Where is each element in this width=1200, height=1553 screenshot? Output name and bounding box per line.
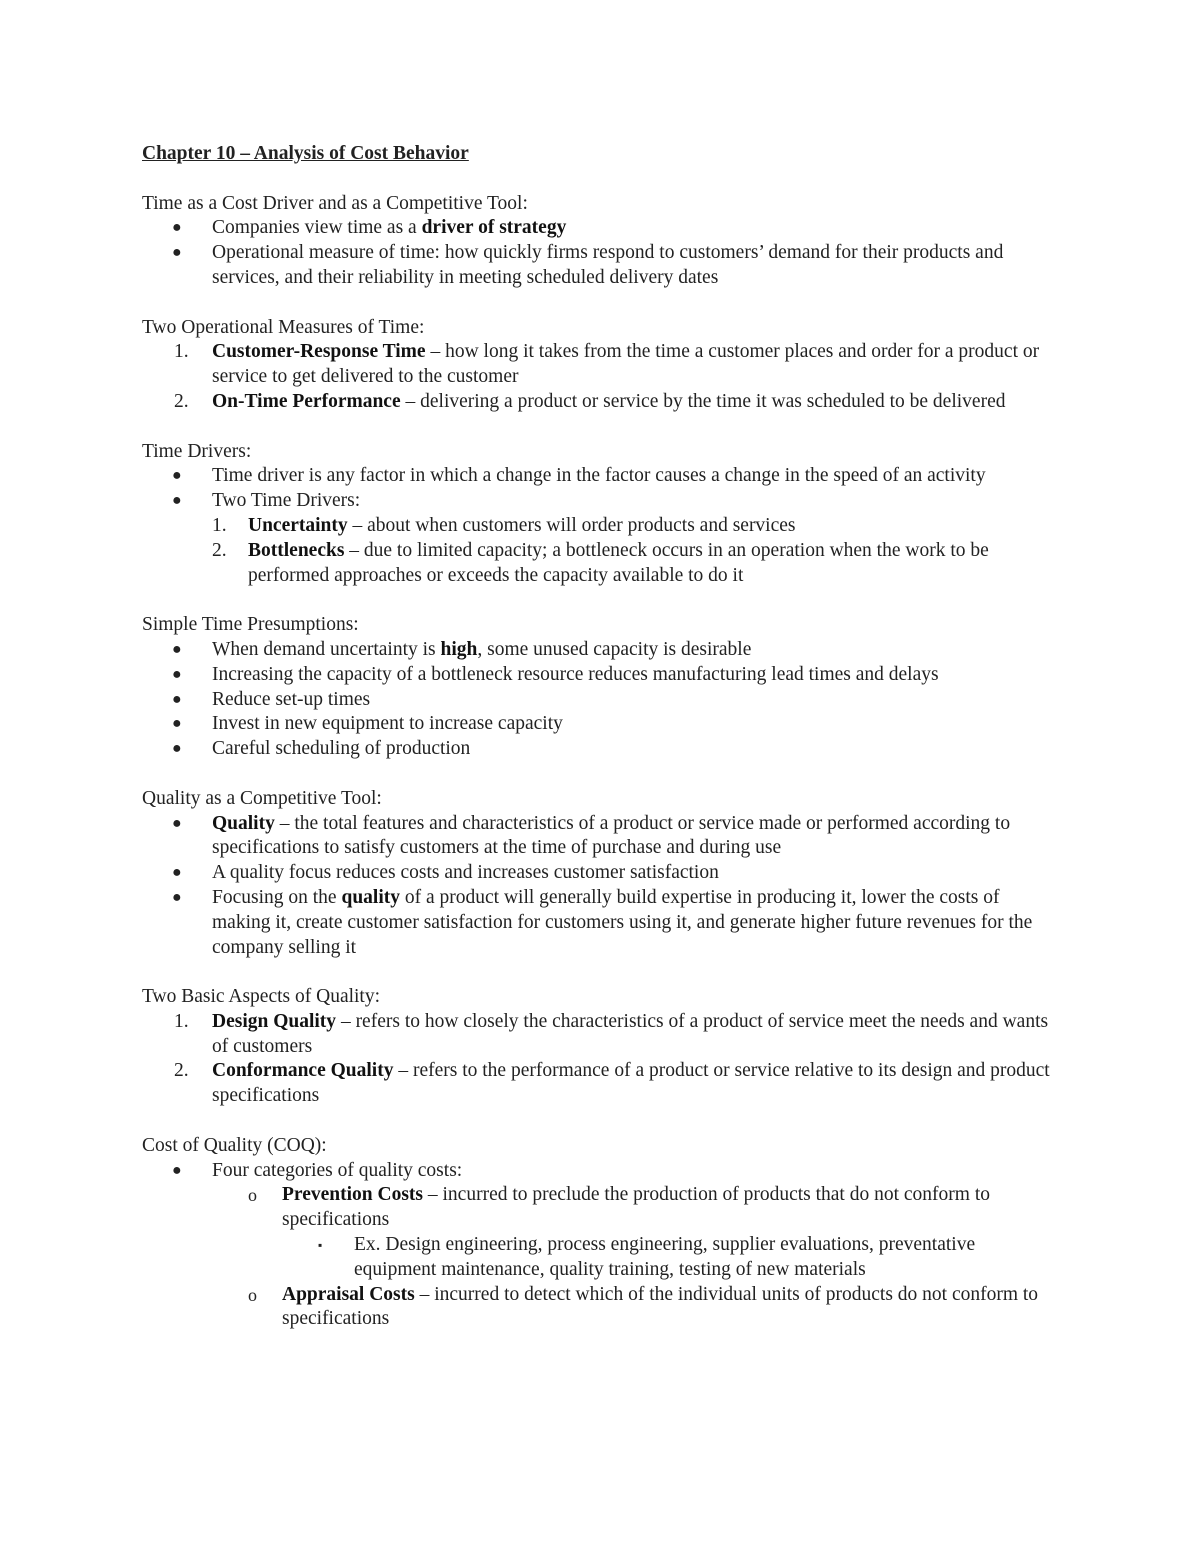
list-item: ● Careful scheduling of production [142, 737, 1062, 762]
list-item: 2. Conformance Quality – refers to the performance of a product or service relative to its design and product specifications [174, 1060, 1050, 1107]
list-number: 1. [174, 1010, 189, 1032]
list-item: ● Reduce set-up times [142, 688, 1062, 713]
list-item: ● Quality – the total features and characteristics of a product or service made or performed according to specifications to satisfy customers at the time of purchase and during use [172, 812, 1011, 859]
list-number: 2. [174, 390, 189, 412]
section-heading: Cost of Quality (COQ): [142, 1134, 327, 1156]
list-number: 1. [212, 514, 227, 536]
bullet-icon: ● [172, 715, 182, 733]
bullet-list [142, 1159, 1062, 1184]
bullet-icon: ● [172, 1161, 182, 1179]
bullet-icon: ● [172, 888, 182, 906]
section-cost-of-quality [142, 1134, 1062, 1332]
list-item: 2. On-Time Performance – delivering a product or service by the time it was scheduled to be delivered [142, 390, 1062, 415]
list-item: ● Time driver is any factor in which a change in the factor causes a change in the speed of an activity [142, 464, 1062, 489]
section-heading: Two Basic Aspects of Quality: [142, 986, 381, 1008]
page-title: Chapter 10 – Analysis of Cost Behavior [142, 143, 469, 164]
section-operational-measures [142, 316, 1062, 415]
bullet-icon: ● [172, 690, 182, 708]
list-item: 1. Uncertainty – about when customers will order products and services [142, 514, 1062, 539]
list-item: ▪ Ex. Design engineering, process engineering, supplier evaluations, preventative equipment maintenance, quality training, testing of new materials [318, 1234, 976, 1280]
list-number: 2. [174, 1060, 189, 1082]
bullet-icon: ● [172, 244, 182, 262]
bullet-icon: ● [172, 665, 182, 683]
list-number: 1. [174, 341, 189, 363]
section-heading: Time as a Cost Driver and as a Competitive Tool: [142, 192, 528, 214]
list-item: o Appraisal Costs – incurred to detect which of the individual units of products do not conform to specifications [248, 1283, 1039, 1330]
bullet-icon: ● [172, 492, 182, 510]
sub-sub-bullet-list [142, 1233, 1062, 1283]
section-heading: Time Drivers: [142, 440, 252, 462]
numbered-list [142, 1010, 1062, 1109]
section-aspects-of-quality [142, 985, 1062, 1109]
list-item: ● Four categories of quality costs: [142, 1159, 1062, 1184]
section-time-cost-driver [142, 192, 1062, 291]
section-heading: Quality as a Competitive Tool: [142, 787, 382, 809]
document-page [142, 142, 1062, 1357]
bullet-icon: ● [172, 814, 182, 832]
list-item: 1. Design Quality – refers to how closely the characteristics of a product of service meet the needs and wants of customers [174, 1010, 1049, 1057]
list-item: ● Invest in new equipment to increase capacity [142, 712, 1062, 737]
section-heading: Two Operational Measures of Time: [142, 316, 425, 338]
sub-bullet-list [142, 1283, 1062, 1333]
section-quality-competitive [142, 787, 1062, 961]
list-item: ● A quality focus reduces costs and increases customer satisfaction [142, 861, 1062, 886]
bullet-icon: ● [172, 864, 182, 882]
circle-bullet-icon: o [248, 1185, 257, 1206]
list-item: ● Two Time Drivers: [142, 489, 1062, 514]
bullet-icon: ● [172, 640, 182, 658]
list-number: 2. [212, 539, 227, 561]
list-item: ● Companies view time as a driver of strategy [142, 216, 1062, 241]
bullet-list [142, 216, 1062, 290]
section-time-presumptions [142, 613, 1062, 762]
sub-bullet-list [142, 1183, 1062, 1233]
list-item: 2. Bottlenecks – due to limited capacity; a bottleneck occurs in an operation when the work to be performed approaches or exceeds the capacity available to do it [212, 539, 989, 586]
list-item: ● When demand uncertainty is high, some unused capacity is desirable [142, 638, 1062, 663]
bullet-icon: ● [172, 467, 182, 485]
list-item: ● Operational measure of time: how quickly firms respond to customers’ demand for their products and services, and their reliability in meeting scheduled delivery dates [172, 242, 1004, 288]
list-item: 1. Customer-Response Time – how long it takes from the time a customer places and order for a product or service to get delivered to the customer [174, 341, 1040, 388]
section-heading: Simple Time Presumptions: [142, 614, 359, 636]
bullet-icon: ● [172, 219, 182, 237]
nested-numbered-list [142, 514, 1062, 588]
bullet-list [142, 812, 1062, 961]
bullet-list [142, 638, 1062, 762]
list-item: ● Increasing the capacity of a bottleneck resource reduces manufacturing lead times and delays [142, 663, 1062, 688]
numbered-list [142, 340, 1062, 414]
list-item: o Prevention Costs – incurred to preclude the production of products that do not conform to specifications [248, 1184, 990, 1231]
list-item: ● Focusing on the quality of a product will generally build expertise in producing it, lower the costs of making it, create customer satisfaction for customers using it, and generate higher future revenues for the company selling it [172, 886, 1033, 958]
section-time-drivers [142, 440, 1062, 589]
bullet-list [142, 464, 1062, 514]
bullet-icon: ● [172, 740, 182, 758]
circle-bullet-icon: o [248, 1284, 257, 1305]
square-bullet-icon: ▪ [318, 1238, 323, 1253]
